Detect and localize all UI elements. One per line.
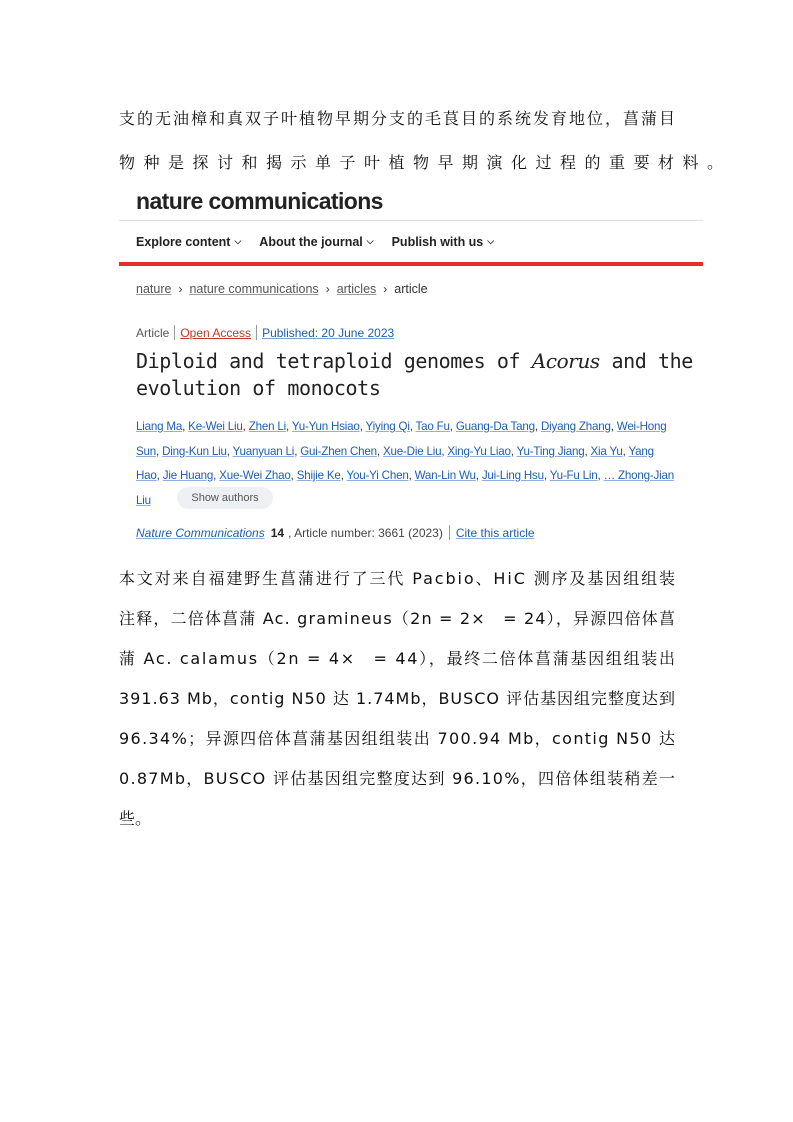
title-text: evolution of monocots [136, 376, 381, 400]
divider [449, 525, 450, 540]
title-genus: Acorus [531, 349, 600, 373]
cite-article-link[interactable]: Cite this article [455, 525, 535, 540]
text-line: 些。 [119, 809, 152, 828]
author-link[interactable]: Shijie Ke [296, 469, 341, 482]
article-meta [136, 325, 394, 340]
breadcrumb-nature[interactable]: nature [136, 282, 172, 296]
author-link[interactable]: Hao [136, 469, 157, 482]
author-link[interactable]: Xia Yu [590, 444, 623, 458]
title-text: and the [599, 349, 693, 373]
author-link[interactable]: Xue-Die Liu [382, 444, 442, 458]
author-link[interactable]: Yu-Ting Jiang [516, 444, 585, 458]
author-link[interactable]: Yu-Fu Lin [549, 469, 598, 482]
author-link[interactable]: Xing-Yu Liao [447, 444, 511, 458]
nav-label: Publish with us [391, 235, 484, 249]
open-access-link[interactable]: Open Access [180, 325, 252, 340]
main-nav [136, 235, 494, 249]
nav-explore-content[interactable] [136, 235, 241, 249]
author-link[interactable]: Liu [136, 493, 151, 507]
author-link[interactable]: … Zhong-Jian [603, 469, 675, 482]
author-link[interactable]: Wei-Hong [616, 420, 667, 433]
chevron-right-icon: › [325, 282, 330, 296]
author-link[interactable]: Liang Ma [136, 420, 183, 433]
breadcrumb-current: article [394, 282, 428, 296]
chevron-down-icon: ⌵ [487, 235, 495, 246]
chevron-right-icon: › [383, 282, 388, 296]
author-link[interactable]: You-Yi Chen [346, 469, 409, 482]
divider [174, 325, 175, 340]
author-link[interactable]: Gui-Zhen Chen [300, 444, 377, 458]
author-link[interactable]: Ke-Wei Liu [188, 420, 243, 433]
chevron-right-icon: › [178, 282, 183, 296]
published-date[interactable]: Published: 20 June 2023 [262, 325, 395, 340]
show-authors-button[interactable]: Show authors [177, 487, 273, 509]
breadcrumb [136, 282, 428, 296]
author-link[interactable]: Sun [136, 444, 157, 458]
author-link[interactable]: Guang-Da Tang [455, 420, 535, 433]
author-link[interactable]: Yang [628, 444, 654, 458]
author-link[interactable]: Yuanyuan Li [232, 444, 295, 458]
chevron-down-icon: ⌵ [234, 235, 242, 246]
author-link[interactable]: Jie Huang [162, 469, 214, 482]
text-line: 支的无油樟和真双子叶植物早期分支的毛茛目的系统发育地位，菖蒲目 [119, 109, 677, 128]
divider [119, 220, 703, 221]
title-text: Diploid and tetraploid genomes of [136, 349, 532, 373]
author-link[interactable]: Jui-Ling Hsu [481, 469, 544, 482]
author-link[interactable]: Ding-Kun Liu [162, 444, 227, 458]
article-title [136, 348, 696, 402]
author-link[interactable]: Yu-Yun Hsiao [291, 420, 360, 433]
accent-bar [119, 262, 703, 266]
text-line: 注释，二倍体菖蒲 Ac. gramineus（2n = 2× = 24），异源四倍体菖 [119, 609, 677, 628]
author-link[interactable]: Yiying Qi [365, 420, 410, 433]
nav-about-journal[interactable] [259, 235, 373, 249]
journal-link[interactable]: Nature Communications [136, 525, 265, 540]
volume: 14 [270, 525, 285, 540]
text-line: 本文对来自福建野生菖蒲进行了三代 Pacbio、HiC 测序及基因组组装 [119, 569, 677, 588]
breadcrumb-articles[interactable]: articles [336, 282, 377, 296]
article-type: Article [136, 325, 170, 340]
author-link[interactable]: Tao Fu [415, 420, 450, 433]
nav-publish-with-us[interactable] [392, 235, 495, 249]
nav-label: Explore content [136, 235, 231, 249]
journal-brand[interactable]: nature communications [136, 188, 383, 214]
text-line: 391.63 Mb，contig N50 达 1.74Mb，BUSCO 评估基因组完整度达到 [119, 689, 676, 708]
text-line: 物种是探讨和揭示单子叶植物早期演化过程的重要材料。 [119, 153, 732, 172]
author-link[interactable]: Wan-Lin Wu [414, 469, 476, 482]
text-line: 0.87Mb，BUSCO 评估基因组完整度达到 96.10%，四倍体组装稍差一 [119, 769, 677, 788]
citation-line [136, 525, 535, 540]
breadcrumb-nature-communications[interactable]: nature communications [189, 282, 319, 296]
divider [256, 325, 257, 340]
text-line: 96.34%；异源四倍体菖蒲基因组组装出 700.94 Mb，contig N50 达 [119, 729, 677, 748]
article-number: , Article number: 3661 (2023) [288, 525, 443, 540]
chevron-down-icon: ⌵ [366, 235, 374, 246]
article-screenshot: nature communications Explore content ⌵ About the journal ⌵ Publish with us ⌵ nature › nature communications › articles › article Article Open Access Published: 20 June 2023 Diploid and tetraploid genomes of Acorus and the evolution of monocots Liang Ma, Ke-Wei Liu, Zhen Li, Yu-Yun Hsiao, Yiying Qi, Tao Fu, Guang-Da Tang, Diyang Zhang, Wei-Hong Sun, Ding-Kun Liu, Yuanyuan Li, Gui-Zhen Chen, Xue-Die Liu, Xing-Yu Liao, Yu-Ting Jiang, Xia Yu, Yang Hao, Jie Huang, Xue-Wei Zhao, Shijie Ke, You-Yi Chen, Wan-Lin Wu, Jui-Ling Hsu, Yu-Fu Lin, … Zhong-Jian Liu Show authors Nature Communications 14 , Article number: 3661 (2023) Cite this article [119, 178, 703, 548]
text-line: 蒲 Ac. calamus（2n = 4× = 44），最终二倍体菖蒲基因组组装出 [119, 649, 677, 668]
author-link[interactable]: Xue-Wei Zhao [219, 469, 291, 482]
author-link[interactable]: Diyang Zhang [540, 420, 611, 433]
nav-label: About the journal [259, 235, 363, 249]
author-link[interactable]: Zhen Li [248, 420, 286, 433]
